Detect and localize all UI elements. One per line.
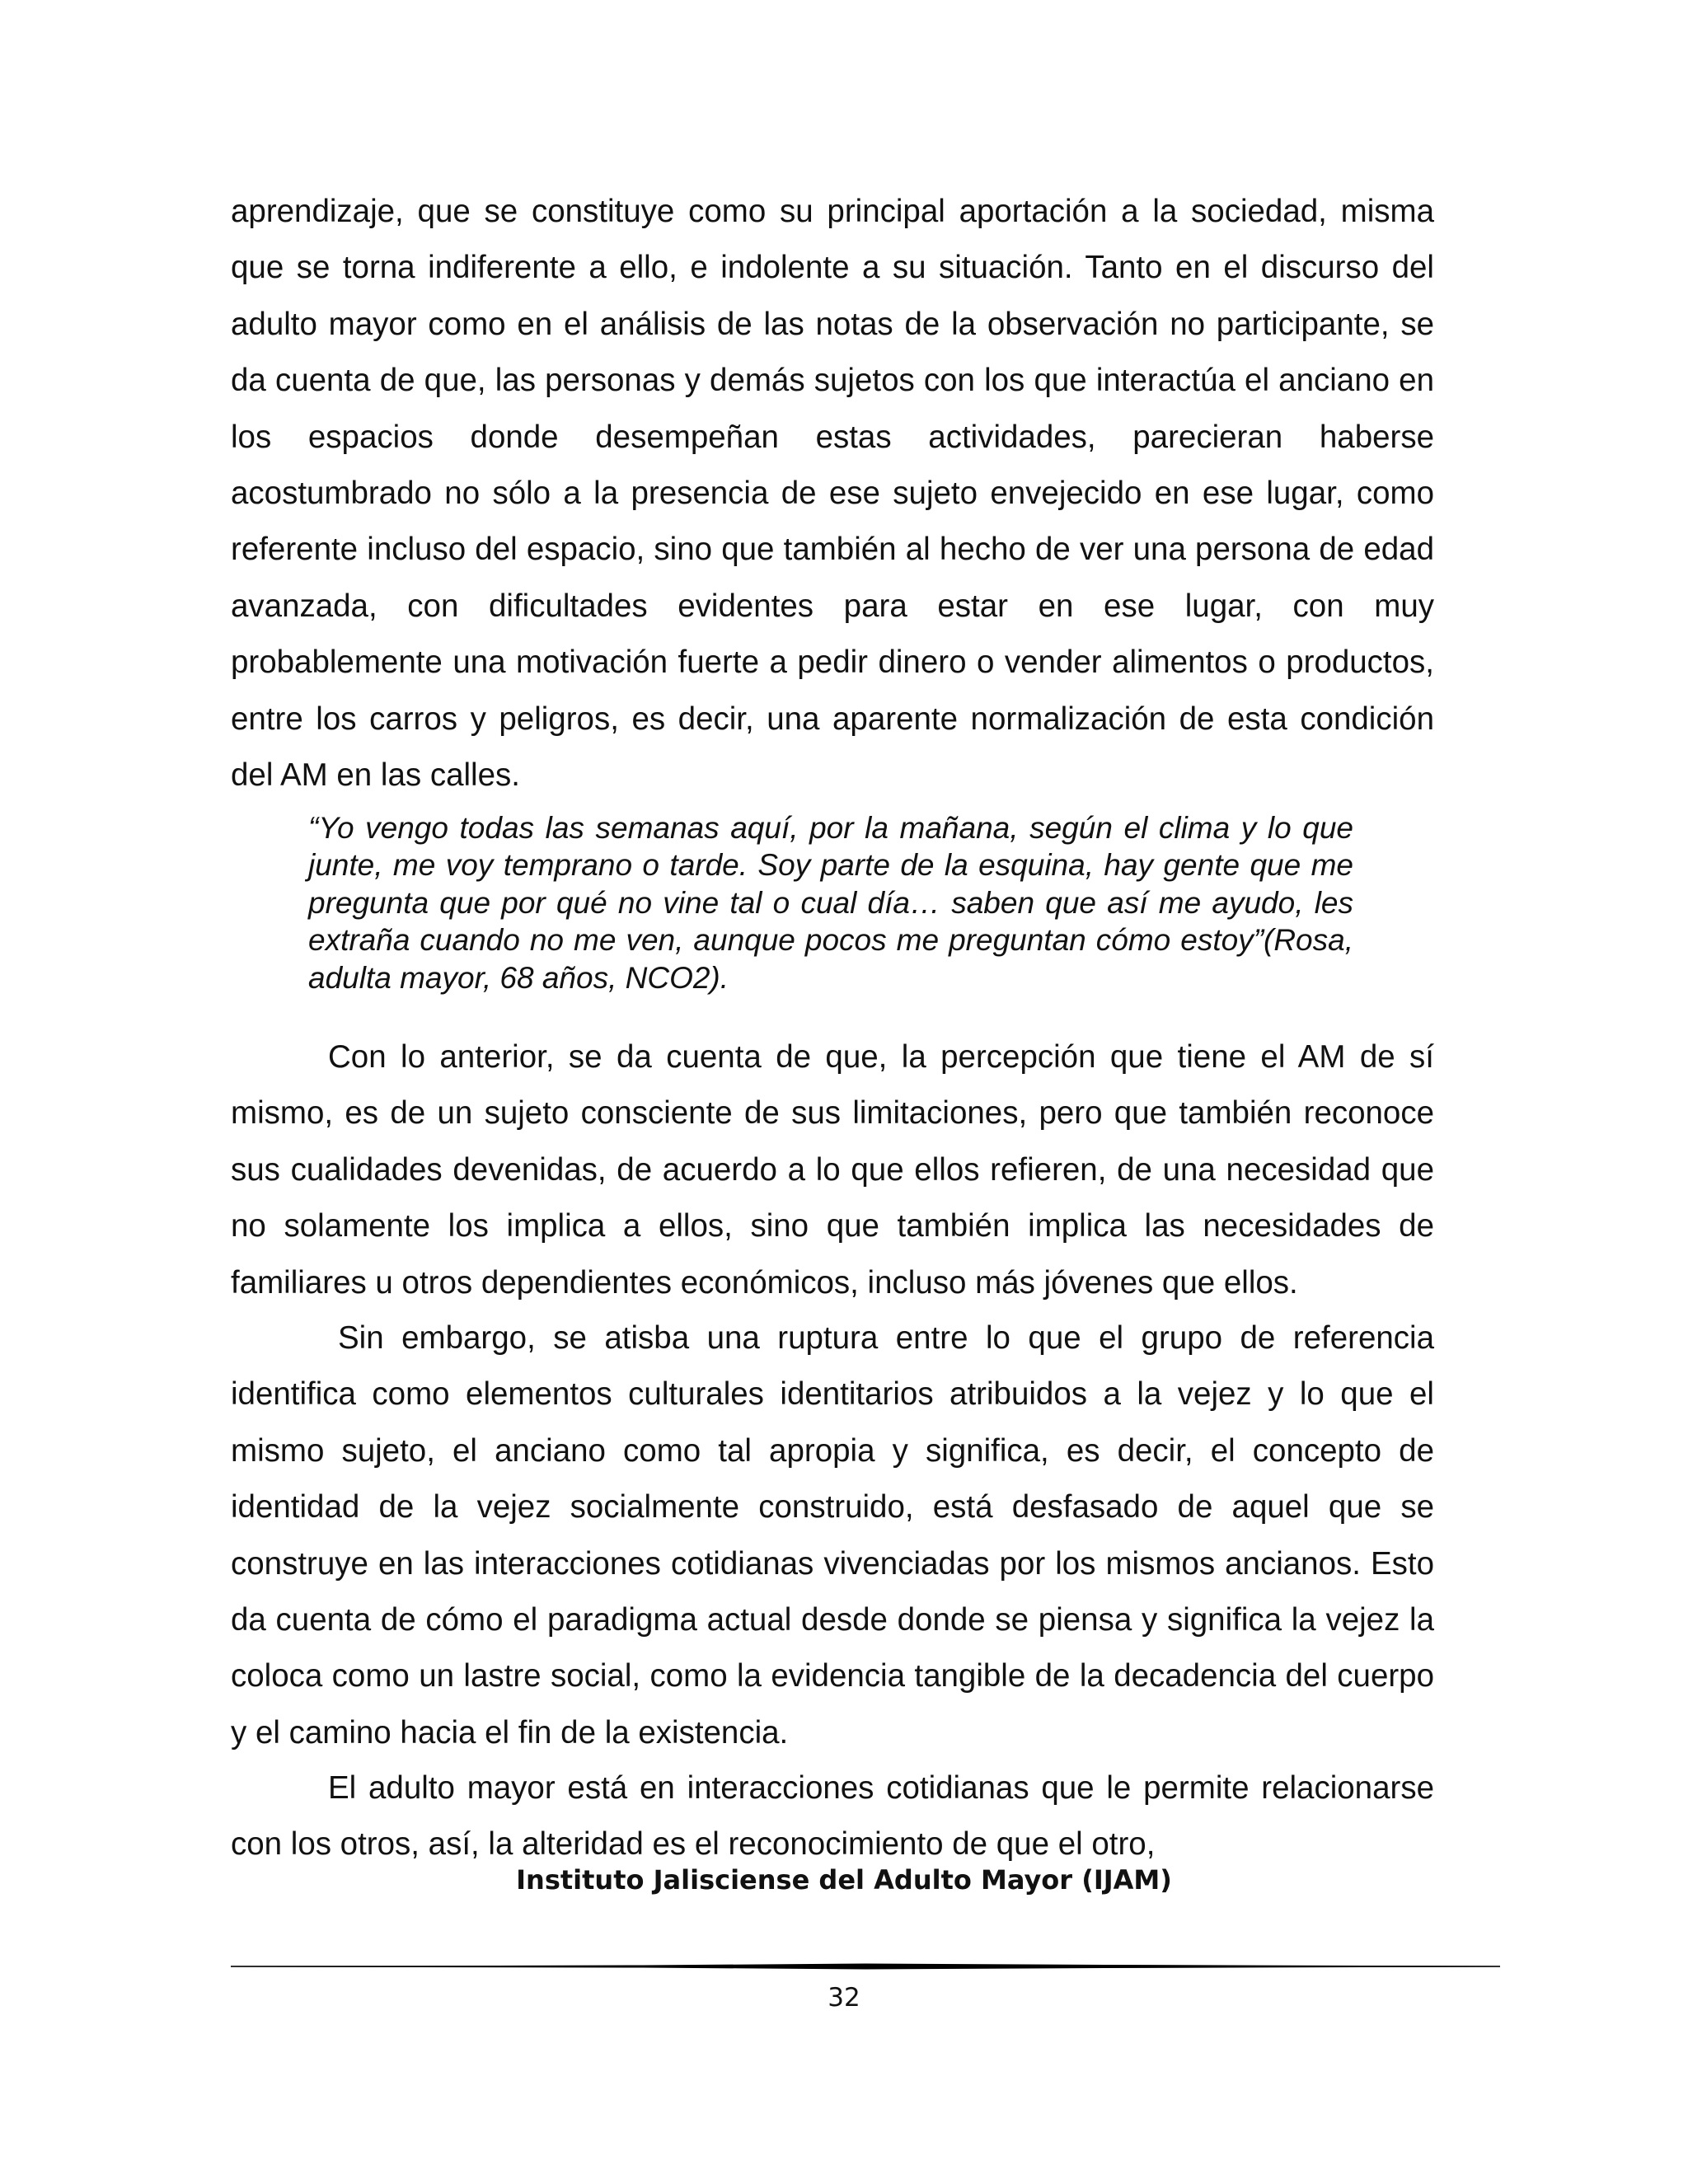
page-number: 32 [828,1983,860,2013]
paragraph-1: aprendizaje, que se constituye como su principal aportación a la sociedad, misma que se torna indiferente a ello, e indolente a su situación. Tanto en el discurso del adulto mayor como en el análisis de las notas de la observación no participante, se da cuenta de que, las personas y demás sujetos con los que interactúa el anciano en los espacios donde desempeñan estas actividades, parecieran haberse acostumbrado no sólo a la presencia de ese sujeto envejecido en ese lugar, como referente incluso del espacio, sino que también al hecho de ver una persona de edad avanzada, con dificultades evidentes para estar en ese lugar, con muy probablemente una motivación fuerte a pedir dinero o vender alimentos o productos, entre los carros y peligros, es decir, una aparente normalización de esta condición del AM en las calles. [231,194,1434,794]
footer-institute-name: Instituto Jalisciense del Adulto Mayor (IJAM) [516,1864,1172,1896]
paragraph-2: Con lo anterior, se da cuenta de que, la percepción que tiene el AM de sí mismo, es de un sujeto consciente de sus limitaciones, pero que también reconoce sus cualidades devenidas, de acuerdo a lo que ellos refieren, de una necesidad que no solamente los implica a ellos, sino que también implica las necesidades de familiares u otros dependientes económicos, incluso más jóvenes que ellos. [231,1039,1434,1301]
paragraph-3: Sin embargo, se atisba una ruptura entre lo que el grupo de referencia identifica como elementos culturales identitarios atribuidos a la vejez y lo que el mismo sujeto, el anciano como tal apropia y significa, es decir, el concepto de identidad de la vejez socialmente construido, está desfasado de aquel que se construye en las interacciones cotidianas vivenciadas por los mismos ancianos. Esto da cuenta de cómo el paradigma actual desde donde se piensa y significa la vejez la coloca como un lastre social, como la evidencia tangible de la decadencia del cuerpo y el camino hacia el fin de la existencia. [231,1320,1434,1750]
footer-divider [231,1962,1500,1971]
interview-quote: “Yo vengo todas las semanas aquí, por la mañana, según el clima y lo que junte, me voy temprano o tarde. Soy parte de la esquina, hay gente que me pregunta que por qué no vine tal o cual día… saben que así me ayudo, les extraña cuando no me ven, aunque pocos me preguntan cómo estoy”(Rosa, adulta mayor, 68 años, NCO2). [308,811,1353,995]
paragraph-4: El adulto mayor está en interacciones cotidianas que le permite relacionarse con los otros, así, la alteridad es el reconocimiento de que el otro, [231,1770,1434,1863]
